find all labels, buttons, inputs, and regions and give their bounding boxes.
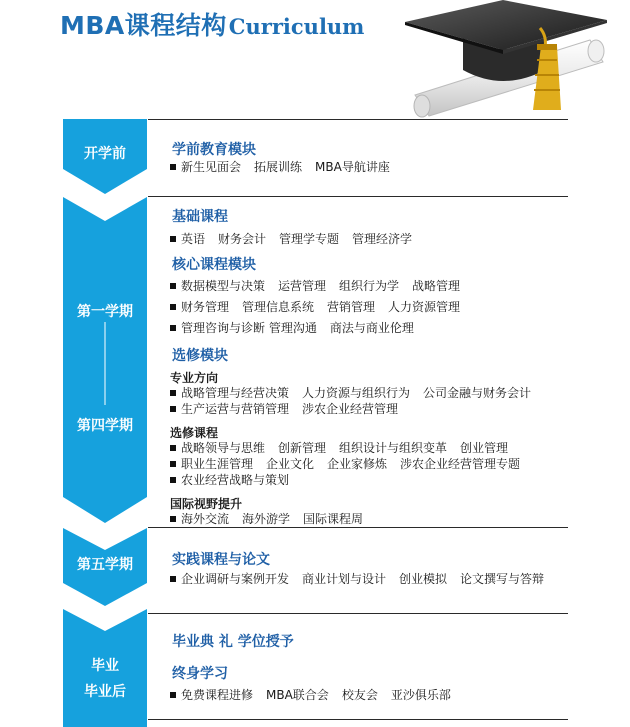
divider xyxy=(148,196,568,197)
list-item: 农业经营战略与策划 xyxy=(170,473,289,488)
section-heading-graduation: 毕业典 礼 学位授予 xyxy=(172,634,294,650)
list-item: 管理咨询与诊断 管理沟通 商法与商业伦理 xyxy=(170,321,414,336)
bullet-square-icon xyxy=(170,304,176,310)
list-item: 战略领导与思维 创新管理 组织设计与组织变革 创业管理 xyxy=(170,441,508,456)
bullet-square-icon xyxy=(170,283,176,289)
list-item: 海外交流 海外游学 国际课程周 xyxy=(170,512,363,527)
bullet-square-icon xyxy=(170,576,176,582)
section-heading-foundation: 基础课程 xyxy=(172,209,228,225)
divider xyxy=(148,613,568,614)
section-heading-lifelong: 终身学习 xyxy=(172,666,228,682)
sub-heading-major: 专业方向 xyxy=(170,371,219,385)
list-item: 职业生涯管理 企业文化 企业家修炼 涉农企业经营管理专题 xyxy=(170,457,520,472)
sub-heading-global: 国际视野提升 xyxy=(170,497,243,511)
bullet-square-icon xyxy=(170,390,176,396)
list-item: 生产运营与营销管理 涉农企业经营管理 xyxy=(170,402,398,417)
bullet-square-icon xyxy=(170,516,176,522)
list-item: 新生见面会 拓展训练 MBA导航讲座 xyxy=(170,160,390,175)
list-item: 企业调研与案例开发 商业计划与设计 创业模拟 论文撰写与答辩 xyxy=(170,572,544,587)
divider xyxy=(148,527,568,528)
title-chinese: MBA课程结构 xyxy=(60,11,227,40)
list-item: 免费课程进修 MBA联合会 校友会 亚沙俱乐部 xyxy=(170,688,451,703)
sub-heading-courses: 选修课程 xyxy=(170,426,219,440)
page-title xyxy=(60,6,364,42)
bullet-square-icon xyxy=(170,461,176,467)
section-heading-pre: 学前教育模块 xyxy=(172,142,256,158)
phase-band-semesters xyxy=(63,197,147,523)
section-heading-elective: 选修模块 xyxy=(172,348,228,364)
bullet-square-icon xyxy=(170,236,176,242)
bullet-square-icon xyxy=(170,477,176,483)
list-item: 财务管理 管理信息系统 营销管理 人力资源管理 xyxy=(170,300,460,315)
bullet-square-icon xyxy=(170,445,176,451)
bullet-square-icon xyxy=(170,325,176,331)
bullet-square-icon xyxy=(170,406,176,412)
bullet-square-icon xyxy=(170,164,176,170)
divider xyxy=(148,119,568,120)
list-item: 数据模型与决策 运营管理 组织行为学 战略管理 xyxy=(170,279,460,294)
section-heading-practice: 实践课程与论文 xyxy=(172,552,270,568)
graduation-cap-icon xyxy=(385,0,630,118)
title-english: Curriculum xyxy=(228,14,365,39)
list-item: 战略管理与经营决策 人力资源与组织行为 公司金融与财务会计 xyxy=(170,386,531,401)
bullet-square-icon xyxy=(170,692,176,698)
divider xyxy=(148,719,568,720)
list-item: 英语 财务会计 管理学专题 管理经济学 xyxy=(170,232,412,247)
section-heading-core: 核心课程模块 xyxy=(172,257,256,273)
